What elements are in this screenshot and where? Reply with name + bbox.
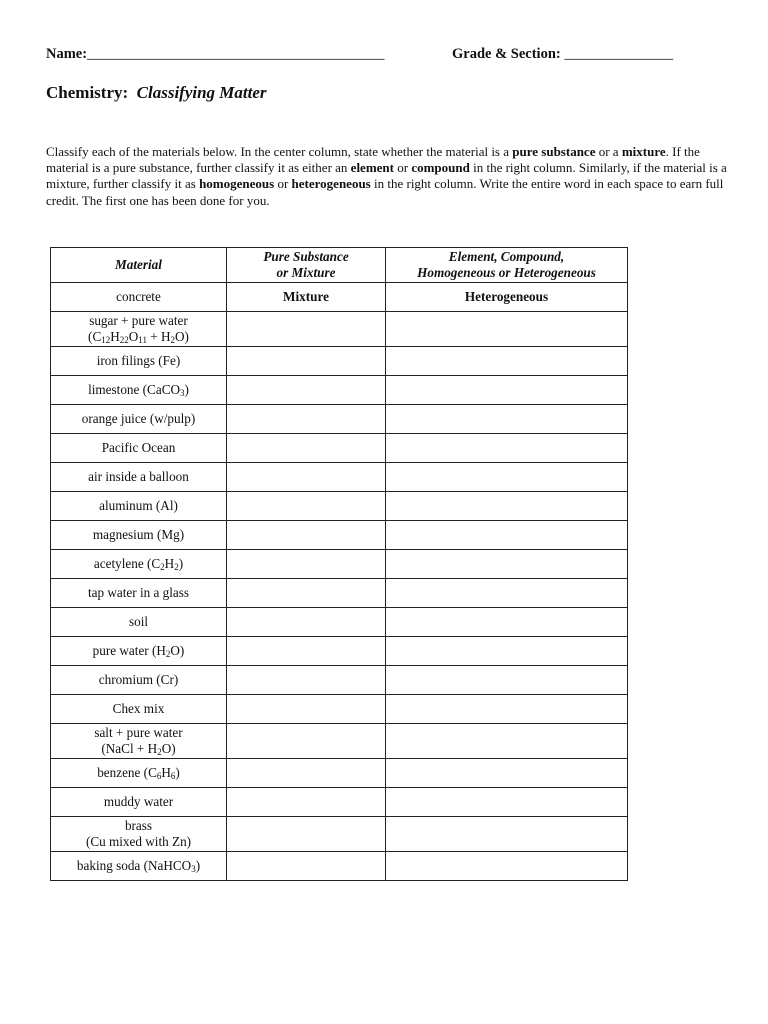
pure-or-mixture-cell[interactable] — [227, 759, 386, 788]
classification-cell[interactable] — [386, 579, 628, 608]
material-text: O) — [170, 643, 185, 658]
material-text: + H — [146, 329, 171, 344]
table-row — [51, 434, 628, 463]
material-text: H — [161, 765, 171, 780]
material-text: salt + pure water — [94, 725, 183, 740]
material-text: soil — [128, 614, 149, 629]
header-pure-or-mixture-line: or Mixture — [276, 265, 336, 280]
classification-cell[interactable] — [386, 434, 628, 463]
pure-or-mixture-cell[interactable] — [227, 347, 386, 376]
classification-cell[interactable] — [386, 463, 628, 492]
pure-or-mixture-cell[interactable] — [227, 492, 386, 521]
name-label: Name: — [46, 46, 88, 62]
material-text: concrete — [116, 289, 161, 304]
material-text: Pacific Ocean — [101, 440, 176, 455]
formula-subscript: 2 — [174, 562, 179, 572]
table-row — [51, 550, 628, 579]
classification-cell[interactable] — [386, 666, 628, 695]
material-cell — [51, 817, 227, 852]
classification-cell[interactable] — [386, 637, 628, 666]
table-row — [51, 608, 628, 637]
pure-or-mixture-cell[interactable] — [227, 852, 386, 881]
instr-pure-substance: pure substance — [512, 144, 596, 159]
instr-text-3: . If the material is a pure substance, further classify it as either an — [46, 144, 700, 176]
material-text: O — [128, 329, 139, 344]
table-row — [51, 666, 628, 695]
material-text: ) — [184, 382, 189, 397]
material-text: H — [164, 556, 175, 571]
classification-cell[interactable] — [386, 521, 628, 550]
header-material — [51, 248, 227, 283]
header-pure-or-mixture-line: Pure Substance — [263, 249, 349, 264]
material-text: tap water in a glass — [87, 585, 190, 600]
pure-or-mixture-cell[interactable] — [227, 521, 386, 550]
pure-or-mixture-cell[interactable] — [227, 724, 386, 759]
material-text: ) — [175, 765, 180, 780]
material-text: chromium (Cr) — [98, 672, 179, 687]
classification-cell[interactable] — [386, 695, 628, 724]
material-text: O) — [161, 741, 176, 756]
pure-or-mixture-cell[interactable] — [227, 376, 386, 405]
pure-or-mixture-cell[interactable]: Mixture — [227, 283, 386, 312]
pure-or-mixture-cell[interactable] — [227, 579, 386, 608]
grade-section-field[interactable] — [452, 46, 673, 63]
material-cell — [51, 579, 227, 608]
material-cell — [51, 608, 227, 637]
table-body — [51, 283, 628, 881]
pure-or-mixture-cell[interactable] — [227, 405, 386, 434]
instr-mixture: mixture — [621, 144, 666, 159]
material-text: magnesium (Mg) — [92, 527, 185, 542]
classification-cell[interactable] — [386, 852, 628, 881]
instr-compound: compound — [411, 160, 470, 176]
formula-subscript: 3 — [191, 864, 196, 874]
material-text: ) — [195, 858, 201, 873]
material-text: baking soda (NaHCO — [76, 858, 192, 873]
material-cell — [51, 492, 227, 521]
formula-subscript: 11 — [138, 335, 147, 345]
grade-section-label: Grade & Section: — [452, 46, 561, 62]
formula-subscript: 12 — [101, 335, 111, 345]
table-row — [51, 852, 628, 881]
header-classification — [386, 248, 628, 283]
material-cell — [51, 724, 227, 759]
classification-cell[interactable] — [386, 788, 628, 817]
classification-cell[interactable] — [386, 759, 628, 788]
formula-subscript: 2 — [160, 562, 165, 572]
formula-subscript: 2 — [157, 747, 162, 757]
pure-or-mixture-cell[interactable] — [227, 550, 386, 579]
classification-cell[interactable] — [386, 608, 628, 637]
table-row — [51, 347, 628, 376]
title-subject: Chemistry: — [46, 83, 129, 102]
material-text: pure water (H — [92, 643, 166, 658]
material-text: (C — [88, 329, 102, 344]
classification-cell[interactable] — [386, 347, 628, 376]
table-row — [51, 312, 628, 347]
classification-cell[interactable] — [386, 817, 628, 852]
material-cell — [51, 434, 227, 463]
material-text: air inside a balloon — [88, 469, 189, 484]
material-cell — [51, 521, 227, 550]
instr-heterogeneous: heterogeneous — [291, 176, 371, 192]
classification-cell[interactable] — [386, 550, 628, 579]
header-material-line: Material — [115, 257, 162, 272]
table-row — [51, 579, 628, 608]
classification-cell[interactable] — [386, 376, 628, 405]
table-row — [51, 521, 628, 550]
pure-or-mixture-cell[interactable] — [227, 637, 386, 666]
material-text: muddy water — [103, 794, 174, 809]
classification-cell[interactable] — [386, 405, 628, 434]
table-header-row — [51, 248, 628, 283]
name-field[interactable] — [46, 46, 384, 63]
material-text: benzene (C — [97, 765, 157, 780]
formula-subscript: 6 — [156, 771, 162, 781]
material-cell — [51, 852, 227, 881]
material-text: (Cu mixed with Zn) — [85, 834, 192, 849]
table-row — [51, 724, 628, 759]
instr-element: element — [350, 160, 394, 176]
table-row — [51, 788, 628, 817]
pure-or-mixture-cell[interactable] — [227, 434, 386, 463]
material-cell — [51, 550, 227, 579]
material-cell — [51, 405, 227, 434]
instr-text-6: or — [274, 176, 292, 192]
formula-subscript: 22 — [119, 335, 129, 345]
formula-subscript: 6 — [170, 771, 176, 781]
material-text: (NaCl + H — [101, 741, 158, 756]
material-text: brass — [124, 818, 153, 833]
material-cell — [51, 463, 227, 492]
pure-or-mixture-cell[interactable] — [227, 312, 386, 347]
material-text: orange juice (w/pulp) — [81, 411, 196, 426]
material-cell — [51, 637, 227, 666]
table-row — [51, 637, 628, 666]
grade-section-blank[interactable]: _______________ — [564, 46, 674, 62]
material-text: limestone (CaCO — [88, 382, 181, 397]
material-text: H — [110, 329, 120, 344]
instructions-paragraph — [46, 144, 736, 209]
material-cell — [51, 283, 227, 312]
classification-table — [50, 247, 628, 881]
page-title — [46, 83, 267, 103]
table-row — [51, 492, 628, 521]
instr-text-4: or — [393, 160, 412, 176]
classification-cell[interactable] — [386, 312, 628, 347]
classification-cell[interactable] — [386, 724, 628, 759]
classification-cell[interactable]: Heterogeneous — [386, 283, 628, 312]
name-blank[interactable]: _________________________________________ — [87, 46, 385, 62]
header-classification-line: Homogeneous or Heterogeneous — [417, 265, 596, 280]
formula-subscript: 2 — [170, 335, 176, 345]
material-text: aluminum (Al) — [99, 498, 178, 513]
pure-or-mixture-cell[interactable] — [227, 817, 386, 852]
material-cell — [51, 376, 227, 405]
material-text: O) — [175, 329, 189, 344]
material-cell — [51, 347, 227, 376]
title-topic: Classifying Matter — [136, 83, 267, 102]
table-row — [51, 759, 628, 788]
material-cell — [51, 666, 227, 695]
table-row — [51, 283, 628, 312]
pure-or-mixture-cell[interactable] — [227, 666, 386, 695]
material-text: ) — [178, 556, 184, 571]
pure-or-mixture-cell[interactable] — [227, 695, 386, 724]
classification-cell[interactable] — [386, 492, 628, 521]
formula-subscript: 2 — [165, 649, 171, 659]
instr-text-2: or a — [595, 144, 622, 159]
table-row — [51, 405, 628, 434]
pure-or-mixture-cell[interactable] — [227, 608, 386, 637]
material-cell — [51, 759, 227, 788]
material-cell — [51, 788, 227, 817]
table-row — [51, 463, 628, 492]
formula-subscript: 3 — [180, 388, 185, 398]
instr-text-1: Classify each of the materials below. In the center column, state whether the material is a — [46, 144, 513, 159]
instr-homogeneous: homogeneous — [199, 176, 275, 192]
material-text: acetylene (C — [93, 556, 161, 571]
table-row — [51, 817, 628, 852]
header-pure-or-mixture — [227, 248, 386, 283]
instr-text-5: in the right column. Similarly, if the material is a mixture, further classify it as — [46, 160, 727, 192]
material-text: iron filings (Fe) — [96, 353, 181, 368]
material-cell — [51, 695, 227, 724]
table-row — [51, 376, 628, 405]
pure-or-mixture-cell[interactable] — [227, 788, 386, 817]
pure-or-mixture-cell[interactable] — [227, 463, 386, 492]
material-cell — [51, 312, 227, 347]
table-row — [51, 695, 628, 724]
material-text: sugar + pure water — [89, 313, 188, 328]
header-classification-line: Element, Compound, — [448, 249, 565, 264]
instr-text-7: in the right column. Write the entire word in each space to earn full credit. The first one has been done for you. — [46, 176, 724, 208]
material-text: Chex mix — [112, 701, 165, 716]
